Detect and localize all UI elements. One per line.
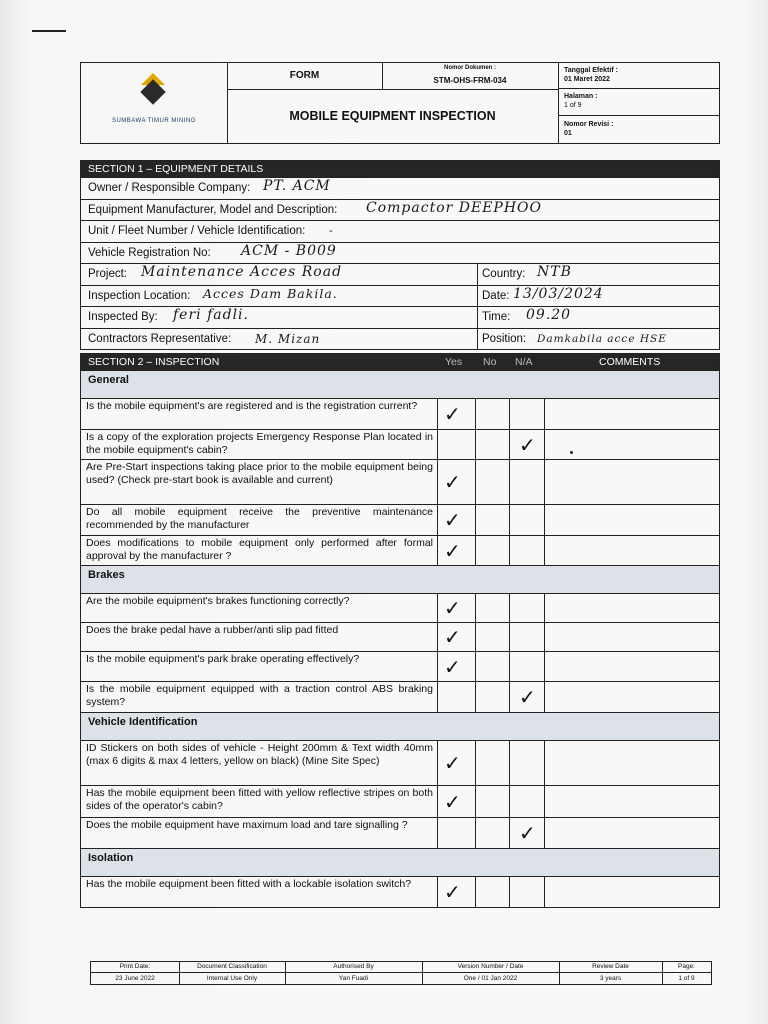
date-label: Date: xyxy=(482,289,510,302)
revision-label: Nomor Revisi : xyxy=(564,121,614,128)
col-no-header: No xyxy=(483,356,497,368)
comments-cell[interactable] xyxy=(544,786,720,817)
company-logo xyxy=(81,63,228,143)
revision-value: 01 xyxy=(564,130,572,137)
section-equipment-details xyxy=(80,160,720,350)
inspection-row xyxy=(81,622,719,651)
date-value[interactable]: 13/03/2024 xyxy=(513,285,604,302)
inspection-row xyxy=(81,876,719,907)
checkmark-icon: ✓ xyxy=(444,538,461,563)
inspection-row xyxy=(81,651,719,681)
section-inspection xyxy=(80,353,720,908)
inspection-question: Does modifications to mobile equipment only performed after formal approval by the manufacturer ? xyxy=(86,537,433,562)
checkbox-no[interactable] xyxy=(475,877,510,907)
owner-label: Owner / Responsible Company: xyxy=(88,182,251,194)
comments-cell[interactable] xyxy=(544,877,720,907)
document-title: MOBILE EQUIPMENT INSPECTION xyxy=(289,109,496,123)
footer-value: 3 years xyxy=(599,975,622,982)
comments-cell[interactable] xyxy=(544,818,720,848)
footer-value: 23 June 2022 xyxy=(115,975,155,982)
checkbox-na[interactable] xyxy=(509,818,545,848)
footer-value: Internal Use Only xyxy=(206,975,258,982)
category-heading: Vehicle Identification xyxy=(81,712,719,740)
registration-value[interactable]: ACM - B009 xyxy=(241,242,337,259)
section1-title: SECTION 1 – EQUIPMENT DETAILS xyxy=(81,161,719,177)
footer-column xyxy=(91,962,180,984)
column-divider xyxy=(477,286,478,307)
corner-mark xyxy=(32,30,66,32)
doc-meta xyxy=(558,63,720,143)
checkbox-yes[interactable] xyxy=(437,786,476,817)
inspection-body xyxy=(81,370,719,907)
checkbox-yes[interactable] xyxy=(437,536,476,565)
checkbox-yes[interactable] xyxy=(437,741,476,785)
doc-number-label: Nomor Dokumen : xyxy=(443,65,496,71)
checkbox-no[interactable] xyxy=(475,594,510,622)
checkbox-no[interactable] xyxy=(475,741,510,785)
checkbox-no[interactable] xyxy=(475,682,510,712)
comments-cell[interactable] xyxy=(544,460,720,504)
document-header xyxy=(80,62,720,144)
inspection-row xyxy=(81,398,719,429)
inspection-question: Do all mobile equipment receive the preventive maintenance recommended by the manufacturer xyxy=(86,506,433,531)
form-label: FORM xyxy=(227,63,383,90)
checkmark-icon: ✓ xyxy=(444,596,461,620)
position-value[interactable]: Damkabila acce HSE xyxy=(537,332,667,345)
checkmark-icon: ✓ xyxy=(444,789,461,814)
checkmark-icon: ✓ xyxy=(444,470,461,494)
checkbox-yes[interactable] xyxy=(437,623,476,651)
footer-column xyxy=(285,962,423,984)
checkbox-no[interactable] xyxy=(475,460,510,504)
footer-column xyxy=(559,962,663,984)
comments-cell[interactable] xyxy=(544,536,720,565)
owner-row xyxy=(81,177,719,199)
checkbox-no[interactable] xyxy=(475,652,510,681)
checkbox-yes[interactable] xyxy=(437,430,476,459)
checkbox-yes[interactable] xyxy=(437,682,476,712)
checkbox-na[interactable] xyxy=(509,786,545,817)
inspection-row xyxy=(81,535,719,565)
checkbox-na[interactable] xyxy=(509,623,545,651)
comments-cell[interactable] xyxy=(544,399,720,429)
comments-cell[interactable] xyxy=(544,741,720,785)
checkbox-yes[interactable] xyxy=(437,399,476,429)
footer-column xyxy=(422,962,560,984)
checkbox-yes[interactable] xyxy=(437,652,476,681)
section2-title: SECTION 2 – INSPECTION xyxy=(88,356,220,368)
checkbox-na[interactable] xyxy=(509,652,545,681)
column-divider xyxy=(477,329,478,350)
checkbox-yes[interactable] xyxy=(437,594,476,622)
inspection-row xyxy=(81,593,719,622)
effective-date-label: Tanggal Efektif : xyxy=(564,67,618,74)
category-heading: Isolation xyxy=(81,848,719,876)
checkbox-no[interactable] xyxy=(475,536,510,565)
checkbox-yes[interactable] xyxy=(437,877,476,907)
inspection-question: Does the brake pedal have a rubber/anti slip pad fitted xyxy=(86,624,339,636)
checkbox-na[interactable] xyxy=(509,430,545,459)
time-value[interactable]: 09.20 xyxy=(526,307,572,323)
checkbox-na[interactable] xyxy=(509,682,545,712)
footer-value: One / 01 Jan 2022 xyxy=(463,975,518,982)
col-comments-header: COMMENTS xyxy=(599,356,661,368)
doc-number: STM-OHS-FRM-034 xyxy=(433,76,507,85)
footer-column xyxy=(179,962,286,984)
checkbox-no[interactable] xyxy=(475,818,510,848)
inspection-question: Has the mobile equipment been fitted with a lockable isolation switch? xyxy=(86,878,412,890)
comments-cell[interactable] xyxy=(544,623,720,651)
inspected-row xyxy=(81,306,719,328)
checkmark-icon: ✓ xyxy=(444,654,461,679)
checkbox-na[interactable] xyxy=(509,505,545,535)
checkbox-yes[interactable] xyxy=(437,505,476,535)
footer-label: Document Classification xyxy=(179,962,285,973)
inspection-question: Is the mobile equipment's are registered and is the registration current? xyxy=(86,400,418,412)
contractor-row xyxy=(81,328,719,350)
inspection-row xyxy=(81,785,719,817)
checkmark-icon: ✓ xyxy=(519,432,536,457)
comments-cell[interactable] xyxy=(544,652,720,681)
document-footer xyxy=(90,961,712,985)
position-label: Position: xyxy=(482,332,527,345)
checkbox-na[interactable] xyxy=(509,877,545,907)
checkbox-no[interactable] xyxy=(475,786,510,817)
section2-header xyxy=(81,354,719,370)
inspected-value[interactable]: feri fadli. xyxy=(173,307,249,323)
owner-value[interactable]: PT. ACM xyxy=(263,178,331,194)
inspection-row xyxy=(81,817,719,848)
inspection-question: Is the mobile equipment equipped with a traction control ABS braking system? xyxy=(86,683,433,708)
country-value[interactable]: NTB xyxy=(537,264,572,280)
checkbox-yes[interactable] xyxy=(437,460,476,504)
checkmark-icon: ✓ xyxy=(444,880,461,904)
checkbox-na[interactable] xyxy=(509,594,545,622)
page-cell xyxy=(559,89,720,116)
checkbox-no[interactable] xyxy=(475,623,510,651)
checkbox-na[interactable] xyxy=(509,460,545,504)
contractor-value[interactable]: M. Mizan xyxy=(255,331,321,346)
checkbox-no[interactable] xyxy=(475,505,510,535)
checkmark-icon: ✓ xyxy=(519,821,536,845)
inspection-row xyxy=(81,681,719,712)
footer-label: Review Date xyxy=(559,962,662,973)
comments-cell[interactable] xyxy=(544,505,720,535)
checkbox-na[interactable] xyxy=(509,536,545,565)
project-label: Project: xyxy=(88,268,127,280)
inspection-question: Are the mobile equipment's brakes functioning correctly? xyxy=(86,595,350,607)
checkbox-na[interactable] xyxy=(509,399,545,429)
time-label: Time: xyxy=(482,311,511,323)
col-na-header: N/A xyxy=(515,356,533,368)
category-heading: General xyxy=(81,370,719,398)
column-divider xyxy=(477,307,478,328)
unit-row xyxy=(81,220,719,242)
inspection-question: Are Pre-Start inspections taking place prior to the mobile equipment being used? (Check pre-start book is available and current) xyxy=(86,461,433,486)
manufacturer-value[interactable]: Compactor DEEPHOO xyxy=(366,199,543,216)
location-row xyxy=(81,285,719,307)
unit-label: Unit / Fleet Number / Vehicle Identification: xyxy=(88,225,306,237)
inspected-label: Inspected By: xyxy=(88,311,158,323)
checkmark-icon: ✓ xyxy=(444,751,461,775)
manufacturer-label: Equipment Manufacturer, Model and Description: xyxy=(88,203,338,216)
col-yes-header: Yes xyxy=(445,356,463,368)
comments-cell[interactable] xyxy=(544,682,720,712)
page-label: Halaman : xyxy=(564,93,598,100)
inspection-row xyxy=(81,504,719,535)
effective-date-cell xyxy=(559,63,720,89)
checkmark-icon: ✓ xyxy=(444,402,461,426)
comments-cell[interactable] xyxy=(544,594,720,622)
footer-label: Version Number / Date xyxy=(422,962,559,973)
inspection-question: ID Stickers on both sides of vehicle - Height 200mm & Text width 40mm (max 6 digits & max 4 letters, yellow on black) (Mine Site Spec) xyxy=(86,742,433,767)
effective-date: 01 Maret 2022 xyxy=(564,76,610,83)
footer-label: Page: xyxy=(662,962,711,973)
location-label: Inspection Location: xyxy=(88,289,191,302)
page-value: 1 of 9 xyxy=(564,102,582,109)
checkbox-yes[interactable] xyxy=(437,818,476,848)
inspection-row xyxy=(81,459,719,504)
inspection-question: Has the mobile equipment been fitted with yellow reflective stripes on both sides of the operator's cabin? xyxy=(86,787,433,812)
comments-cell[interactable] xyxy=(544,430,720,459)
checkbox-no[interactable] xyxy=(475,399,510,429)
doc-number-cell xyxy=(382,63,558,90)
footer-column xyxy=(662,962,711,984)
inspection-question: Is a copy of the exploration projects Emergency Response Plan located in the mobile equipment's cabin? xyxy=(86,431,433,456)
project-value[interactable]: Maintenance Acces Road xyxy=(141,264,343,280)
inspection-question: Does the mobile equipment have maximum load and tare signalling ? xyxy=(86,819,408,831)
checkbox-no[interactable] xyxy=(475,430,510,459)
footer-label: Authorised By xyxy=(285,962,422,973)
checkmark-icon: ✓ xyxy=(444,508,461,532)
contractor-label: Contractors Representative: xyxy=(88,332,232,345)
company-name: SUMBAWA TIMUR MINING xyxy=(111,118,197,124)
inspection-row xyxy=(81,740,719,785)
inspection-row xyxy=(81,429,719,459)
column-divider xyxy=(477,264,478,285)
project-row xyxy=(81,263,719,285)
location-value[interactable]: Acces Dam Bakila. xyxy=(203,285,338,301)
revision-cell xyxy=(559,116,720,143)
country-label: Country: xyxy=(482,268,526,280)
registration-row xyxy=(81,242,719,264)
unit-value[interactable]: - xyxy=(329,224,334,237)
inspection-question: Is the mobile equipment's park brake operating effectively? xyxy=(86,653,360,665)
footer-label: Print Date: xyxy=(91,962,179,973)
checkbox-na[interactable] xyxy=(509,741,545,785)
checkmark-icon: ✓ xyxy=(519,685,536,709)
checkmark-icon: ✓ xyxy=(444,625,461,649)
category-heading: Brakes xyxy=(81,565,719,593)
registration-label: Vehicle Registration No: xyxy=(88,246,211,259)
ink-dot xyxy=(570,451,573,454)
footer-value: Yan Fuadi xyxy=(338,975,369,982)
manufacturer-row xyxy=(81,199,719,221)
footer-value: 1 of 9 xyxy=(678,975,695,982)
